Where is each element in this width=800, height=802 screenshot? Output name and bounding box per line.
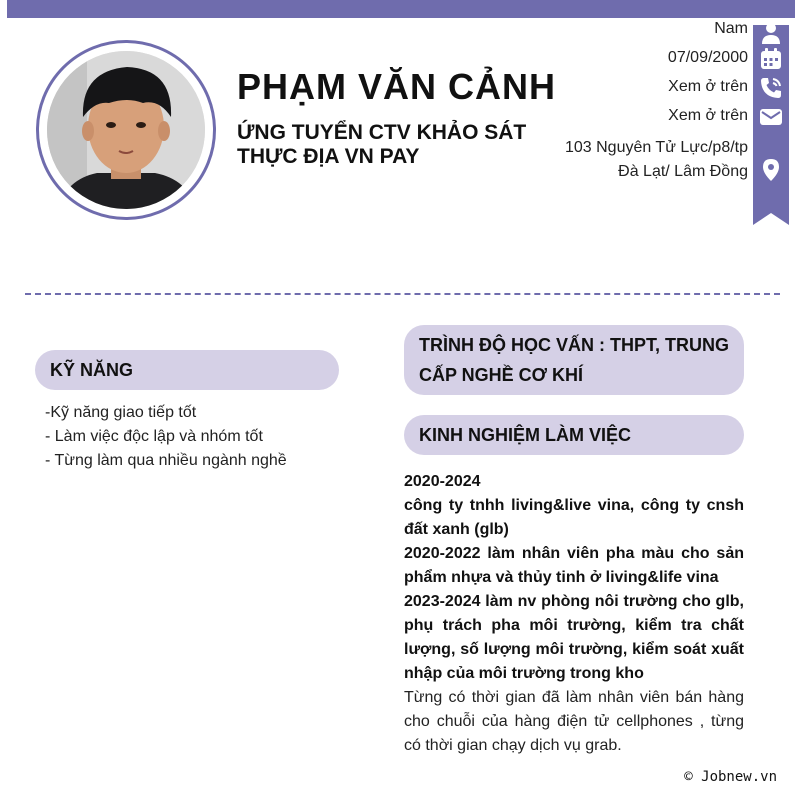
experience-heading: KINH NGHIỆM LÀM VIỆC [404,415,744,455]
user-icon [759,22,783,46]
experience-content [404,470,744,758]
experience-job-2: 2023-2024 làm nv phòng nôi trường cho glb, phụ trách pha môi trường, kiểm tra chất lượng, số lượng môi trường, kiểm soát xuất nhập của môi trường trong kho [404,593,744,682]
skills-list [45,401,287,473]
job-position: ỨNG TUYỂN CTV KHẢO SÁT THỰC ĐỊA VN PAY [237,121,527,168]
candidate-name: PHẠM VĂN CẢNH [237,66,556,107]
education-heading: TRÌNH ĐỘ HỌC VẤN : THPT, TRUNG CẤP NGHỀ CƠ KHÍ [404,325,744,395]
experience-period: 2020-2024 [404,473,481,490]
top-accent-bar [7,0,795,18]
section-divider [25,293,780,295]
gender-value: Nam [714,20,748,37]
phone-icon [759,76,783,100]
mail-icon [759,105,783,129]
avatar-frame [36,40,216,220]
experience-job-1: 2020-2022 làm nhân viên pha màu cho sản phẩm nhựa và thủy tinh ở living&life vina [404,545,744,586]
email-value: Xem ở trên [668,107,748,124]
avatar [47,51,205,209]
experience-other: Từng có thời gian đã làm nhân viên bán hàng cho chuỗi của hàng điện tử cellphones , từng có thời gian chạy dịch vụ grab. [404,689,744,754]
calendar-icon [759,47,783,71]
footer-credit: © Jobnew.vn [684,769,777,785]
phone-value: Xem ở trên [668,78,748,95]
skill-item: - Từng làm qua nhiều ngành nghề [45,452,287,469]
dob-value: 07/09/2000 [667,49,748,66]
skill-item: - Làm việc độc lập và nhóm tốt [45,428,263,445]
location-icon [759,158,783,182]
skill-item: -Kỹ năng giao tiếp tốt [45,404,197,421]
experience-companies: công ty tnhh living&live vina, công ty cnsh đất xanh (glb) [404,497,744,538]
address-value: 103 Nguyên Tử Lực/p8/tp Đà Lạt/ Lâm Đồng [564,139,748,180]
skills-heading: KỸ NĂNG [35,350,339,390]
